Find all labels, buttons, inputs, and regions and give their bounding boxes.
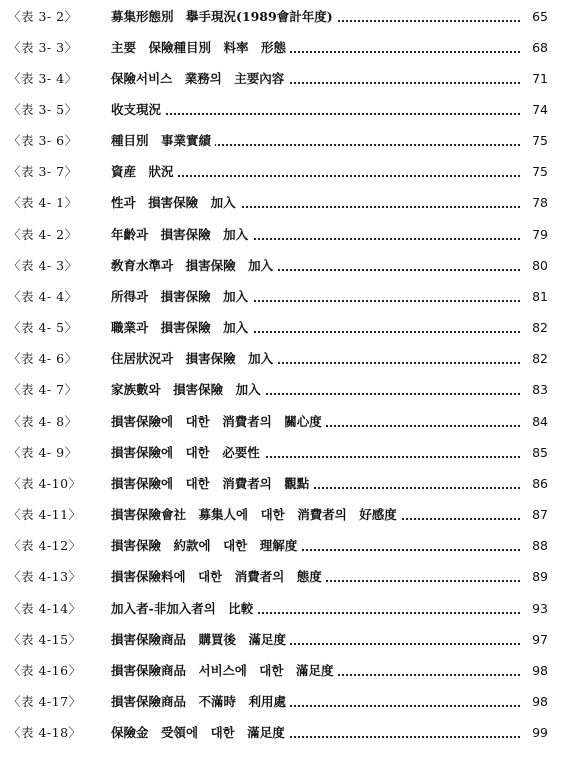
toc-entry[interactable] [0, 565, 564, 589]
toc-entry[interactable] [0, 628, 564, 652]
toc-entry[interactable] [0, 285, 564, 309]
toc-entry[interactable] [0, 410, 564, 434]
toc-entry[interactable] [0, 534, 564, 558]
table-title: 損害保險會社 募集人에 대한 消費者의 好感度 [111, 503, 401, 527]
table-title: 保險金 受領에 대한 滿足度 [111, 721, 289, 745]
table-title: 損害保險商品 不滿時 利用處 [111, 690, 290, 714]
table-number: 〈表 4- 6〉 [8, 351, 78, 366]
page-number: 78 [532, 195, 548, 210]
toc-entry[interactable] [0, 67, 564, 91]
page-number: 97 [532, 632, 548, 647]
table-number: 〈表 3- 2〉 [8, 9, 78, 24]
page-number: 68 [532, 40, 548, 55]
page-number: 82 [532, 351, 548, 366]
table-number: 〈表 3- 5〉 [8, 102, 78, 117]
toc-entry[interactable] [0, 441, 564, 465]
table-number: 〈表 4- 2〉 [8, 227, 78, 242]
table-title: 損害保險 約款에 대한 理解度 [111, 534, 301, 558]
table-number: 〈表 3- 6〉 [8, 133, 78, 148]
table-number: 〈表 4-18〉 [8, 725, 82, 740]
table-number: 〈表 4- 3〉 [8, 258, 78, 273]
table-title: 加入者-非加入者의 比較 [111, 597, 257, 621]
table-number: 〈表 4- 4〉 [8, 289, 78, 304]
table-number: 〈表 4-15〉 [8, 632, 82, 647]
toc-entry[interactable] [0, 503, 564, 527]
toc-entry[interactable] [0, 347, 564, 371]
toc-entry[interactable] [0, 659, 564, 683]
table-number: 〈表 3- 3〉 [8, 40, 78, 55]
table-title: 損害保險商品 서비스에 대한 滿足度 [111, 659, 337, 683]
table-title: 資産 狀況 [111, 160, 178, 184]
page-number: 89 [532, 569, 548, 584]
table-title: 職業과 損害保險 加入 [111, 316, 252, 340]
page-number: 98 [532, 663, 548, 678]
table-title: 損害保險商品 購買後 滿足度 [111, 628, 290, 652]
toc-entry[interactable] [0, 223, 564, 247]
page-number: 86 [532, 476, 548, 491]
toc-entry[interactable] [0, 5, 564, 29]
table-title: 損害保險料에 대한 消費者의 態度 [111, 565, 326, 589]
toc-entry[interactable] [0, 160, 564, 184]
dot-leader [111, 98, 520, 122]
table-title: 年齡과 損害保險 加入 [111, 223, 252, 247]
table-number: 〈表 4-14〉 [8, 601, 82, 616]
table-title: 損害保險에 대한 必要性 [111, 441, 264, 465]
table-title: 種目別 事業實績 [111, 129, 215, 153]
toc-entry[interactable] [0, 36, 564, 60]
page-number: 79 [532, 227, 548, 242]
page-number: 93 [532, 601, 548, 616]
page-number: 83 [532, 382, 548, 397]
page-number: 88 [532, 538, 548, 553]
page-number: 75 [532, 133, 548, 148]
toc-entry[interactable] [0, 597, 564, 621]
toc-entry[interactable] [0, 191, 564, 215]
toc-entry[interactable] [0, 254, 564, 278]
table-title: 性과 損害保險 加入 [111, 191, 240, 215]
table-title: 家族數와 損害保險 加入 [111, 378, 265, 402]
table-title: 主要 保險種目別 料率 形態 [111, 36, 290, 60]
toc-entry[interactable] [0, 98, 564, 122]
table-number: 〈表 4- 9〉 [8, 445, 78, 460]
page-number: 71 [532, 71, 548, 86]
toc-entry[interactable] [0, 472, 564, 496]
table-number: 〈表 4-11〉 [8, 507, 82, 522]
page-number: 85 [532, 445, 548, 460]
page-number: 74 [532, 102, 548, 117]
table-number: 〈表 4- 5〉 [8, 320, 78, 335]
page-number: 81 [532, 289, 548, 304]
table-title: 敎育水準과 損害保險 加入 [111, 254, 277, 278]
table-number: 〈表 4- 1〉 [8, 195, 78, 210]
table-title: 所得과 損害保險 加入 [111, 285, 252, 309]
table-number: 〈表 4- 8〉 [8, 414, 78, 429]
page-number: 84 [532, 414, 548, 429]
table-number: 〈表 4-12〉 [8, 538, 82, 553]
toc-entry[interactable] [0, 378, 564, 402]
table-number: 〈表 4-17〉 [8, 694, 82, 709]
table-number: 〈表 3- 7〉 [8, 164, 78, 179]
page-number: 87 [532, 507, 548, 522]
table-title: 住居狀況과 損害保險 加入 [111, 347, 277, 371]
table-number: 〈表 4-13〉 [8, 569, 82, 584]
toc-entry[interactable] [0, 129, 564, 153]
table-number: 〈表 4- 7〉 [8, 382, 78, 397]
table-number: 〈表 3- 4〉 [8, 71, 78, 86]
table-number: 〈表 4-10〉 [8, 476, 82, 491]
table-title: 損害保險에 대한 消費者의 觀點 [111, 472, 313, 496]
table-title: 募集形態別 擧手現況(1989會計年度) [111, 5, 337, 29]
toc-entry[interactable] [0, 721, 564, 745]
page-number: 80 [532, 258, 548, 273]
page-number: 65 [532, 9, 548, 24]
page-number: 98 [532, 694, 548, 709]
table-number: 〈表 4-16〉 [8, 663, 82, 678]
table-title: 保險서비스 業務의 主要內容 [111, 67, 288, 91]
page-number: 75 [532, 164, 548, 179]
table-title: 損害保險에 대한 消費者의 關心度 [111, 410, 326, 434]
table-title: 收支現況 [111, 98, 165, 122]
page-number: 82 [532, 320, 548, 335]
toc-entry[interactable] [0, 316, 564, 340]
toc-entry[interactable] [0, 690, 564, 714]
page-number: 99 [532, 725, 548, 740]
